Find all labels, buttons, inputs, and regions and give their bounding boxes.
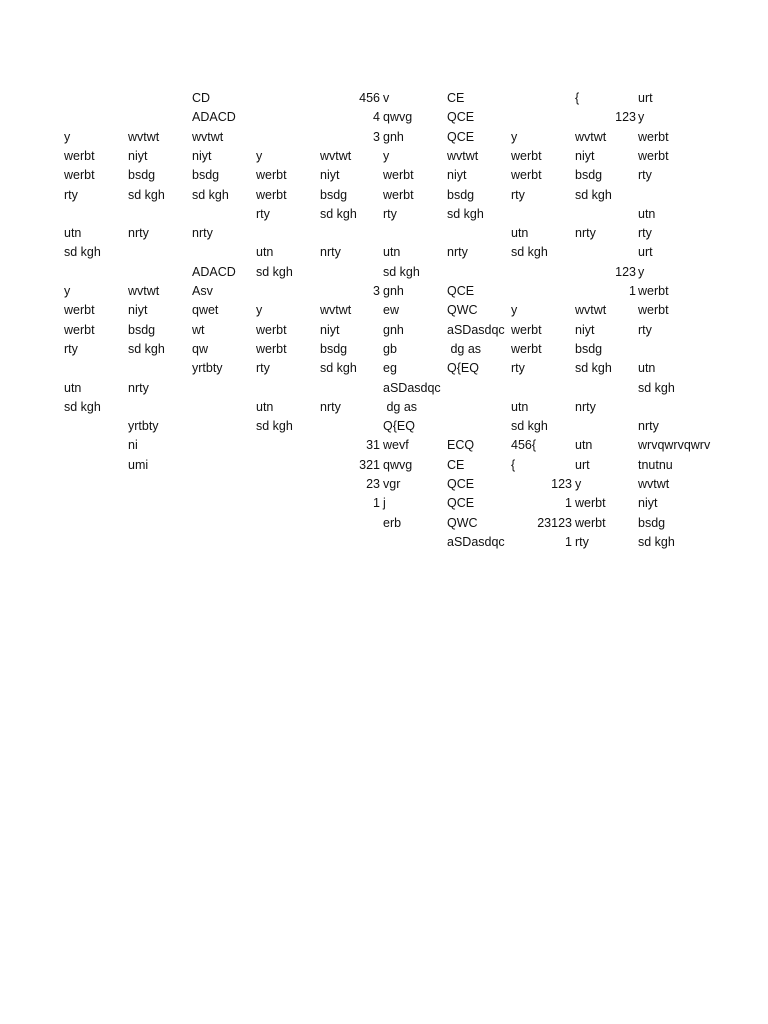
cell-r20-c2: umi — [128, 457, 149, 472]
cell-r1-c7: CE — [447, 91, 465, 105]
cell-r22-c9: 1 — [565, 496, 572, 511]
cell-r1-c3: CD — [192, 91, 211, 105]
cell-r18-c8: sd kgh — [511, 419, 548, 434]
cell-r18-c4: sd kgh — [256, 419, 293, 434]
cell-r12-c1: werbt — [64, 303, 95, 318]
cell-r14-c5: bsdg — [320, 341, 348, 356]
cell-r17-c6: dg as — [383, 399, 418, 414]
cell-r23-c10: werbt — [575, 515, 606, 530]
cell-r11-c1: y — [64, 284, 71, 298]
cell-r3-c7: QCE — [447, 129, 475, 144]
cell-r21-c11: wvtwt — [638, 477, 670, 491]
cell-r22-c7: QCE — [447, 496, 475, 511]
cell-r21-c5: 23 — [366, 477, 380, 491]
cell-r10-c11: y — [638, 264, 645, 279]
cell-r23-c9: 23123 — [537, 515, 572, 530]
cell-r2-c11: y — [638, 110, 645, 125]
cell-r7-c5: sd kgh — [320, 206, 357, 221]
cell-r15-c5: sd kgh — [320, 361, 357, 376]
cell-r19-c2: ni — [128, 438, 138, 453]
cell-r20-c6: qwvg — [383, 457, 413, 472]
cell-r5-c7: niyt — [447, 168, 467, 183]
cell-r13-c6: gnh — [383, 322, 404, 337]
cell-r14-c7: dg as — [447, 341, 482, 356]
cell-r4-c4: y — [256, 148, 263, 163]
cell-r8-c11: rty — [638, 226, 652, 241]
cell-r21-c6: vgr — [383, 477, 401, 491]
cell-r8-c9: nrty — [575, 226, 596, 241]
cell-r9-c4: utn — [256, 245, 274, 260]
cell-r19-c9: utn — [575, 438, 593, 453]
cell-r15-c9: sd kgh — [575, 361, 612, 376]
cell-r3-c6: gnh — [383, 129, 404, 144]
cell-r5-c6: werbt — [383, 168, 414, 183]
cell-r3-c2: wvtwt — [128, 129, 160, 144]
cell-r14-c1: rty — [64, 341, 78, 356]
cell-r24-c11: sd kgh — [638, 534, 675, 549]
cell-r5-c8: werbt — [511, 168, 542, 183]
cell-r19-c6: wevf — [383, 438, 409, 453]
cell-r16-c6: aSDasdqc — [383, 380, 441, 395]
cell-r20-c11: tnutnu — [638, 457, 673, 472]
cell-r22-c11: niyt — [638, 496, 658, 511]
cell-r4-c1: werbt — [64, 148, 95, 163]
cell-r5-c2: bsdg — [128, 168, 156, 183]
cell-r14-c2: sd kgh — [128, 341, 165, 356]
cell-r18-c2: yrtbty — [128, 419, 159, 434]
cell-r6-c9: sd kgh — [575, 187, 612, 202]
cell-r12-c3: qwet — [192, 303, 219, 318]
cell-r13-c2: bsdg — [128, 322, 156, 337]
cell-r19-c8: 456{ — [511, 438, 537, 453]
cell-r5-c9: bsdg — [575, 168, 603, 183]
cell-r11-c2: wvtwt — [128, 284, 160, 298]
cell-r22-c10: werbt — [575, 496, 606, 511]
cell-r9-c1: sd kgh — [64, 245, 101, 260]
cell-r8-c8: utn — [511, 226, 529, 241]
cell-r12-c6: ew — [383, 303, 399, 318]
cell-r17-c1: sd kgh — [64, 399, 101, 414]
cell-r10-c10: 123 — [615, 264, 636, 279]
cell-r4-c5: wvtwt — [320, 148, 352, 163]
cell-r2-c7: QCE — [447, 110, 475, 125]
cell-r12-c11: werbt — [638, 303, 669, 318]
cell-r13-c4: werbt — [256, 322, 287, 337]
cell-r19-c7: ECQ — [447, 438, 475, 453]
cell-r11-c6: gnh — [383, 284, 404, 298]
cell-r13-c3: wt — [192, 322, 205, 337]
cell-r16-c1: utn — [64, 380, 82, 395]
cell-r3-c3: wvtwt — [192, 129, 224, 144]
cell-r12-c2: niyt — [128, 303, 148, 318]
cell-r2-c10: 123 — [615, 110, 636, 125]
cell-r13-c8: werbt — [511, 322, 542, 337]
cell-r16-c11: sd kgh — [638, 380, 675, 395]
cell-r14-c8: werbt — [511, 341, 542, 356]
cell-r22-c6: j — [383, 496, 386, 511]
cell-r4-c2: niyt — [128, 148, 148, 163]
cell-r5-c4: werbt — [256, 168, 287, 183]
cell-r24-c9: 1 — [565, 534, 572, 549]
cell-r2-c5: 4 — [373, 110, 380, 125]
cell-r7-c7: sd kgh — [447, 206, 484, 221]
cell-r17-c5: nrty — [320, 399, 341, 414]
cell-r15-c7: Q{EQ — [447, 361, 479, 376]
cell-r3-c9: wvtwt — [575, 129, 607, 144]
cell-r1-c6: v — [383, 91, 390, 105]
cell-r24-c10: rty — [575, 534, 589, 549]
cell-r9-c8: sd kgh — [511, 245, 548, 260]
cell-r3-c11: werbt — [638, 129, 669, 144]
cell-r13-c11: rty — [638, 322, 652, 337]
cell-r22-c5: 1 — [373, 496, 380, 511]
cell-r14-c9: bsdg — [575, 341, 603, 356]
cell-r15-c3: yrtbty — [192, 361, 223, 376]
cell-r9-c6: utn — [383, 245, 401, 260]
cell-r16-c2: nrty — [128, 380, 149, 395]
cell-r4-c3: niyt — [192, 148, 212, 163]
cell-r5-c1: werbt — [64, 168, 95, 183]
cell-r6-c6: werbt — [383, 187, 414, 202]
cell-r12-c4: y — [256, 303, 263, 318]
cell-r23-c7: QWC — [447, 515, 478, 530]
cell-r10-c4: sd kgh — [256, 264, 293, 279]
cell-r24-c7: aSDasdqc — [447, 534, 505, 549]
cell-r6-c3: sd kgh — [192, 187, 229, 202]
cell-r7-c6: rty — [383, 206, 397, 221]
cell-r3-c5: 3 — [373, 129, 380, 144]
cell-r5-c5: niyt — [320, 168, 340, 183]
cell-r21-c7: QCE — [447, 477, 475, 491]
cell-r23-c11: bsdg — [638, 515, 666, 530]
cell-r20-c5: 321 — [359, 457, 380, 472]
cell-r23-c6: erb — [383, 515, 402, 530]
cell-r1-c11: urt — [638, 91, 653, 105]
cell-r4-c7: wvtwt — [447, 148, 479, 163]
cell-r6-c4: werbt — [256, 187, 287, 202]
cell-r9-c5: nrty — [320, 245, 341, 260]
cell-r7-c4: rty — [256, 206, 270, 221]
cell-r13-c1: werbt — [64, 322, 95, 337]
cell-r13-c9: niyt — [575, 322, 595, 337]
cell-r4-c11: werbt — [638, 148, 669, 163]
cell-r12-c7: QWC — [447, 303, 478, 318]
cell-r18-c11: nrty — [638, 419, 659, 434]
cell-r8-c2: nrty — [128, 226, 149, 241]
cell-r11-c3: Asv — [192, 284, 213, 298]
cell-r14-c3: qw — [192, 341, 208, 356]
cell-r8-c1: utn — [64, 226, 82, 241]
cell-r9-c11: urt — [638, 245, 653, 260]
cell-r6-c8: rty — [511, 187, 525, 202]
cell-r17-c4: utn — [256, 399, 274, 414]
cell-r1-c5: 456 — [359, 91, 380, 105]
cell-r2-c3: ADACD — [192, 110, 236, 125]
cell-r2-c6: qwvg — [383, 110, 413, 125]
cell-r13-c7: aSDasdqc — [447, 322, 505, 337]
cell-r11-c11: werbt — [638, 284, 669, 298]
cell-r13-c5: niyt — [320, 322, 340, 337]
cell-r21-c10: y — [575, 477, 582, 491]
cell-r12-c5: wvtwt — [320, 303, 352, 318]
cell-r14-c6: gb — [383, 341, 397, 356]
cell-r19-c11: wrvqwrvqwrv — [638, 438, 711, 453]
cell-r19-c5: 31 — [366, 438, 380, 453]
cell-r3-c1: y — [64, 129, 71, 144]
cell-r6-c1: rty — [64, 187, 78, 202]
cell-r12-c9: wvtwt — [575, 303, 607, 318]
cell-r15-c11: utn — [638, 361, 656, 376]
cell-r15-c6: eg — [383, 361, 397, 376]
cell-r15-c4: rty — [256, 361, 270, 376]
cell-r20-c8: { — [511, 457, 516, 472]
cell-r10-c3: ADACD — [192, 264, 236, 279]
cell-r15-c8: rty — [511, 361, 525, 376]
cell-r20-c9: urt — [575, 457, 590, 472]
cell-r11-c5: 3 — [373, 284, 380, 298]
cell-r11-c7: QCE — [447, 284, 475, 298]
cell-r20-c7: CE — [447, 457, 465, 472]
cell-r7-c11: utn — [638, 206, 656, 221]
cell-r6-c5: bsdg — [320, 187, 348, 202]
cell-r10-c6: sd kgh — [383, 264, 420, 279]
cell-r11-c10: 1 — [629, 284, 636, 298]
cell-r9-c7: nrty — [447, 245, 468, 260]
cell-r18-c6: Q{EQ — [383, 419, 415, 434]
cell-r4-c9: niyt — [575, 148, 595, 163]
cell-r17-c9: nrty — [575, 399, 596, 414]
cell-r14-c4: werbt — [256, 341, 287, 356]
cell-r5-c11: rty — [638, 168, 652, 183]
cell-r6-c2: sd kgh — [128, 187, 165, 202]
cell-r4-c8: werbt — [511, 148, 542, 163]
cell-r6-c7: bsdg — [447, 187, 475, 202]
cell-r21-c9: 123 — [551, 477, 572, 491]
cell-r17-c8: utn — [511, 399, 529, 414]
cell-r1-c9: { — [575, 91, 580, 105]
cell-r8-c3: nrty — [192, 226, 213, 241]
cell-r12-c8: y — [511, 303, 518, 318]
cell-r5-c3: bsdg — [192, 168, 220, 183]
cell-r3-c8: y — [511, 129, 518, 144]
cell-r4-c6: y — [383, 148, 390, 163]
